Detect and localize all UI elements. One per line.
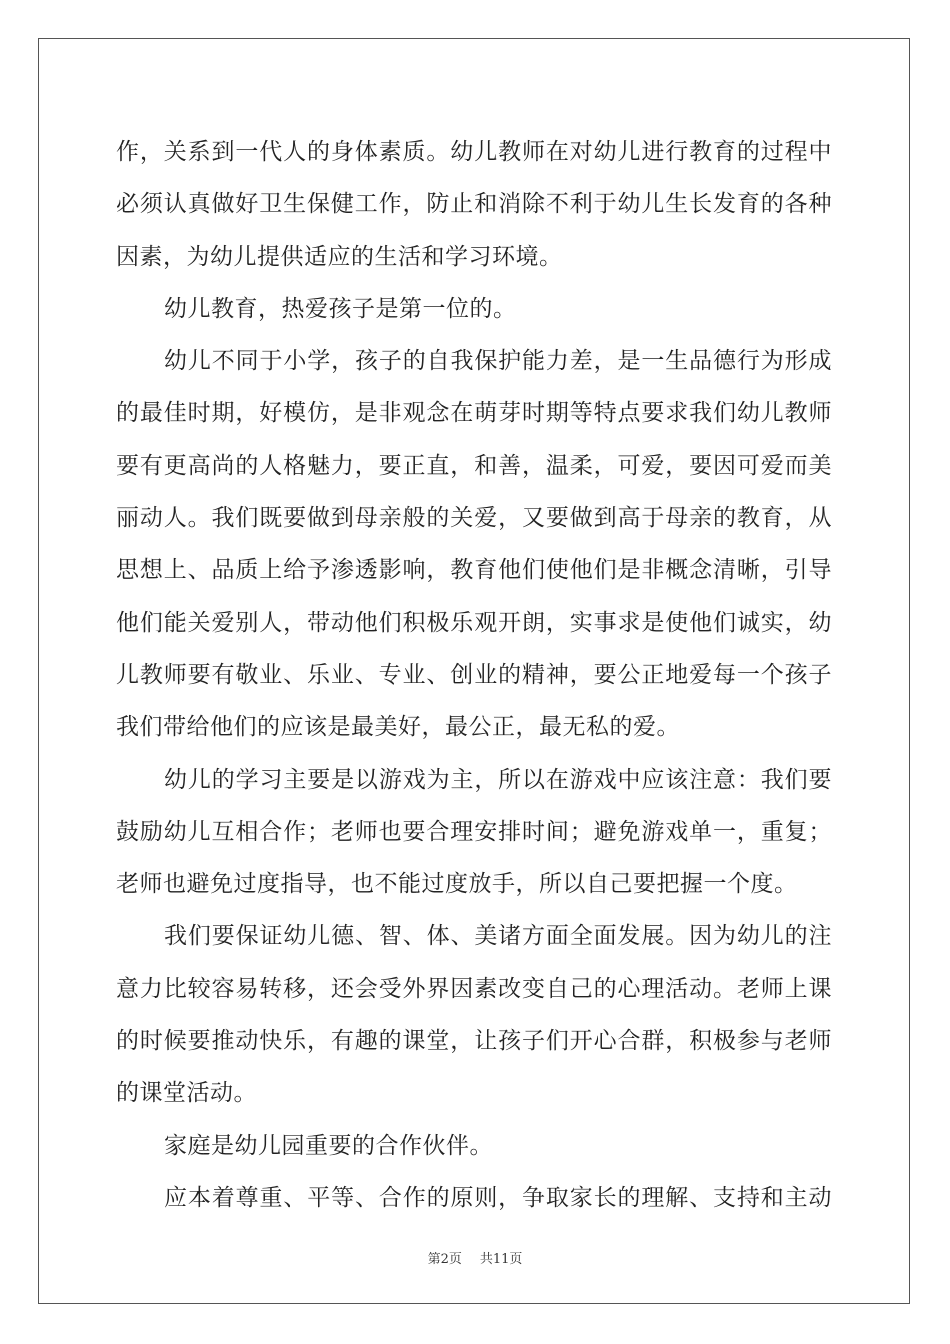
page-footer [0, 1248, 950, 1267]
paragraph-line: 我们要保证幼儿德、智、体、美诸方面全面发展。因为幼儿的注 [164, 923, 832, 950]
paragraph-line: 儿教师要有敬业、乐业、专业、创业的精神，要公正地爱每一个孩子 [116, 661, 832, 688]
paragraph-line: 意力比较容易转移，还会受外界因素改变自己的心理活动。老师上课 [116, 975, 832, 1002]
paragraph-line: 必须认真做好卫生保健工作，防止和消除不利于幼儿生长发育的各种 [116, 191, 832, 218]
paragraph-line: 他们能关爱别人，带动他们积极乐观开朗，实事求是使他们诚实，幼 [116, 609, 832, 636]
paragraph-line: 的课堂活动。 [116, 1080, 257, 1107]
paragraph-line: 老师也避免过度指导，也不能过度放手，所以自己要把握一个度。 [116, 871, 798, 898]
page-total: 共11页 [479, 1252, 523, 1267]
paragraph-line: 的最佳时期，好模仿，是非观念在萌芽时期等特点要求我们幼儿教师 [116, 400, 832, 427]
paragraph-line: 的时候要推动快乐，有趣的课堂，让孩子们开心合群，积极参与老师 [116, 1028, 832, 1055]
paragraph-line: 要有更高尚的人格魅力，要正直，和善，温柔，可爱，要因可爱而美 [116, 452, 832, 479]
paragraph [116, 283, 832, 335]
paragraph-line: 鼓励幼儿互相合作；老师也要合理安排时间；避免游戏单一，重复； [116, 818, 832, 845]
page-number: 第2页 [427, 1252, 462, 1267]
paragraph-line: 应本着尊重、平等、合作的原则，争取家长的理解、支持和主动 [164, 1184, 832, 1211]
paragraph-line: 幼儿不同于小学，孩子的自我保护能力差，是一生品德行为形成 [164, 348, 832, 375]
paragraph [116, 910, 832, 1119]
paragraph [116, 1120, 832, 1172]
paragraph [116, 126, 832, 283]
paragraph-line: 丽动人。我们既要做到母亲般的关爱，又要做到高于母亲的教育，从 [116, 505, 832, 532]
document-body [116, 126, 832, 1224]
paragraph-line: 思想上、品质上给予渗透影响，教育他们使他们是非概念清晰，引导 [116, 557, 832, 584]
paragraph [116, 754, 832, 911]
paragraph [116, 335, 832, 753]
paragraph-line: 因素，为幼儿提供适应的生活和学习环境。 [116, 243, 563, 270]
paragraph-line: 幼儿的学习主要是以游戏为主，所以在游戏中应该注意：我们要 [164, 766, 832, 793]
paragraph-line: 幼儿教育，热爱孩子是第一位的。 [164, 295, 517, 322]
paragraph [116, 1172, 832, 1224]
paragraph-line: 家庭是幼儿园重要的合作伙伴。 [164, 1132, 493, 1159]
paragraph-line: 作，关系到一代人的身体素质。幼儿教师在对幼儿进行教育的过程中 [116, 139, 832, 165]
paragraph-line: 我们带给他们的应该是最美好，最公正，最无私的爱。 [116, 714, 680, 741]
